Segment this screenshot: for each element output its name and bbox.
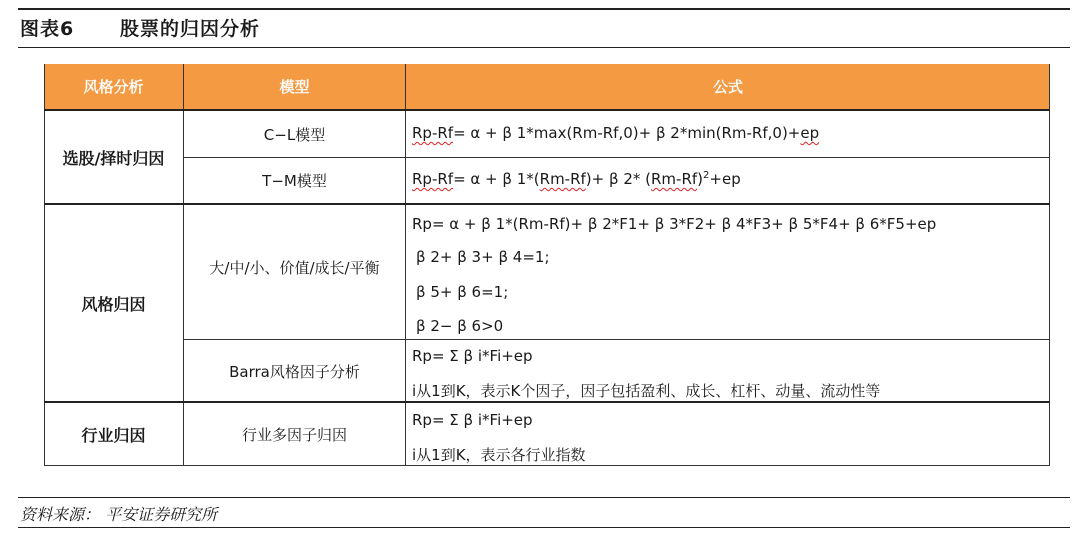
attribution-table <box>44 64 1050 466</box>
formula-style-3: β 5+ β 6=1; <box>416 283 509 301</box>
formula-tm-rmrf2: Rm-Rf <box>651 170 698 188</box>
group-style: 风格归因 <box>81 294 146 314</box>
footer-top-rule <box>18 497 1070 498</box>
formula-style-1: Rp= α + β 1*(Rm-Rf)+ β 2*F1+ β 3*F2+ β 4*F3+ β 5*F4+ β 6*F5+ep <box>412 215 937 233</box>
model-tm: T−M模型 <box>262 171 327 190</box>
formula-barra-1: Rp= Σ β i*Fi+ep <box>412 347 533 365</box>
formula-tm-exponent: 2 <box>703 170 710 181</box>
table-border-bottom <box>44 465 1050 466</box>
formula-tm-rmrf1: Rm-Rf <box>539 170 586 188</box>
row-divider-cl-tm <box>183 157 1050 158</box>
source-note: 资料来源： 平安证券研究所 <box>20 505 218 524</box>
header-formula: 公式 <box>406 64 1050 109</box>
group-timing: 选股/择时归因 <box>62 148 165 168</box>
formula-cl <box>412 124 819 142</box>
footer-bottom-rule <box>18 527 1070 528</box>
formula-cl-lhs: Rp-Rf <box>412 124 454 142</box>
figure-caption: 股票的归因分析 <box>119 18 260 40</box>
title-rule <box>18 47 1070 48</box>
model-size-value: 大/中/小、价值/成长/平衡 <box>209 259 380 277</box>
header-model: 模型 <box>184 64 405 109</box>
formula-tm-part1: = α + β 1*( <box>453 170 540 188</box>
formula-barra-2: i从1到K，表示K个因子，因子包括盈利、成长、杠杆、动量、流动性等 <box>412 382 881 400</box>
formula-cl-ep: ep <box>800 124 820 142</box>
group-industry: 行业归因 <box>81 425 146 445</box>
formula-tm-lhs: Rp-Rf <box>412 170 454 188</box>
formula-style-4: β 2− β 6>0 <box>416 317 504 335</box>
model-barra: Barra风格因子分析 <box>229 362 360 381</box>
group-divider-1 <box>44 203 1050 205</box>
top-rule <box>18 8 1070 10</box>
header-bottom-rule <box>44 109 1050 111</box>
model-industry-multifactor: 行业多因子归因 <box>241 425 347 444</box>
column-divider-2 <box>405 64 406 466</box>
formula-tm-end: +ep <box>709 170 741 188</box>
figure-label: 图表6 <box>20 18 75 40</box>
formula-tm <box>412 170 741 188</box>
header-style-analysis: 风格分析 <box>44 64 183 109</box>
model-cl: C−L模型 <box>263 125 326 144</box>
formula-industry-1: Rp= Σ β i*Fi+ep <box>412 411 533 429</box>
figure-title <box>20 14 260 41</box>
formula-cl-body: = α + β 1*max(Rm-Rf,0)+ β 2*min(Rm-Rf,0)+ <box>453 124 801 142</box>
formula-tm-part3: ) <box>697 170 704 188</box>
table-border-right <box>1049 64 1050 466</box>
row-divider-style-barra <box>183 339 1050 340</box>
formula-style-2: β 2+ β 3+ β 4=1; <box>416 248 550 266</box>
formula-tm-part2: )+ β 2* ( <box>585 170 651 188</box>
formula-industry-2: i从1到K，表示各行业指数 <box>412 446 586 464</box>
